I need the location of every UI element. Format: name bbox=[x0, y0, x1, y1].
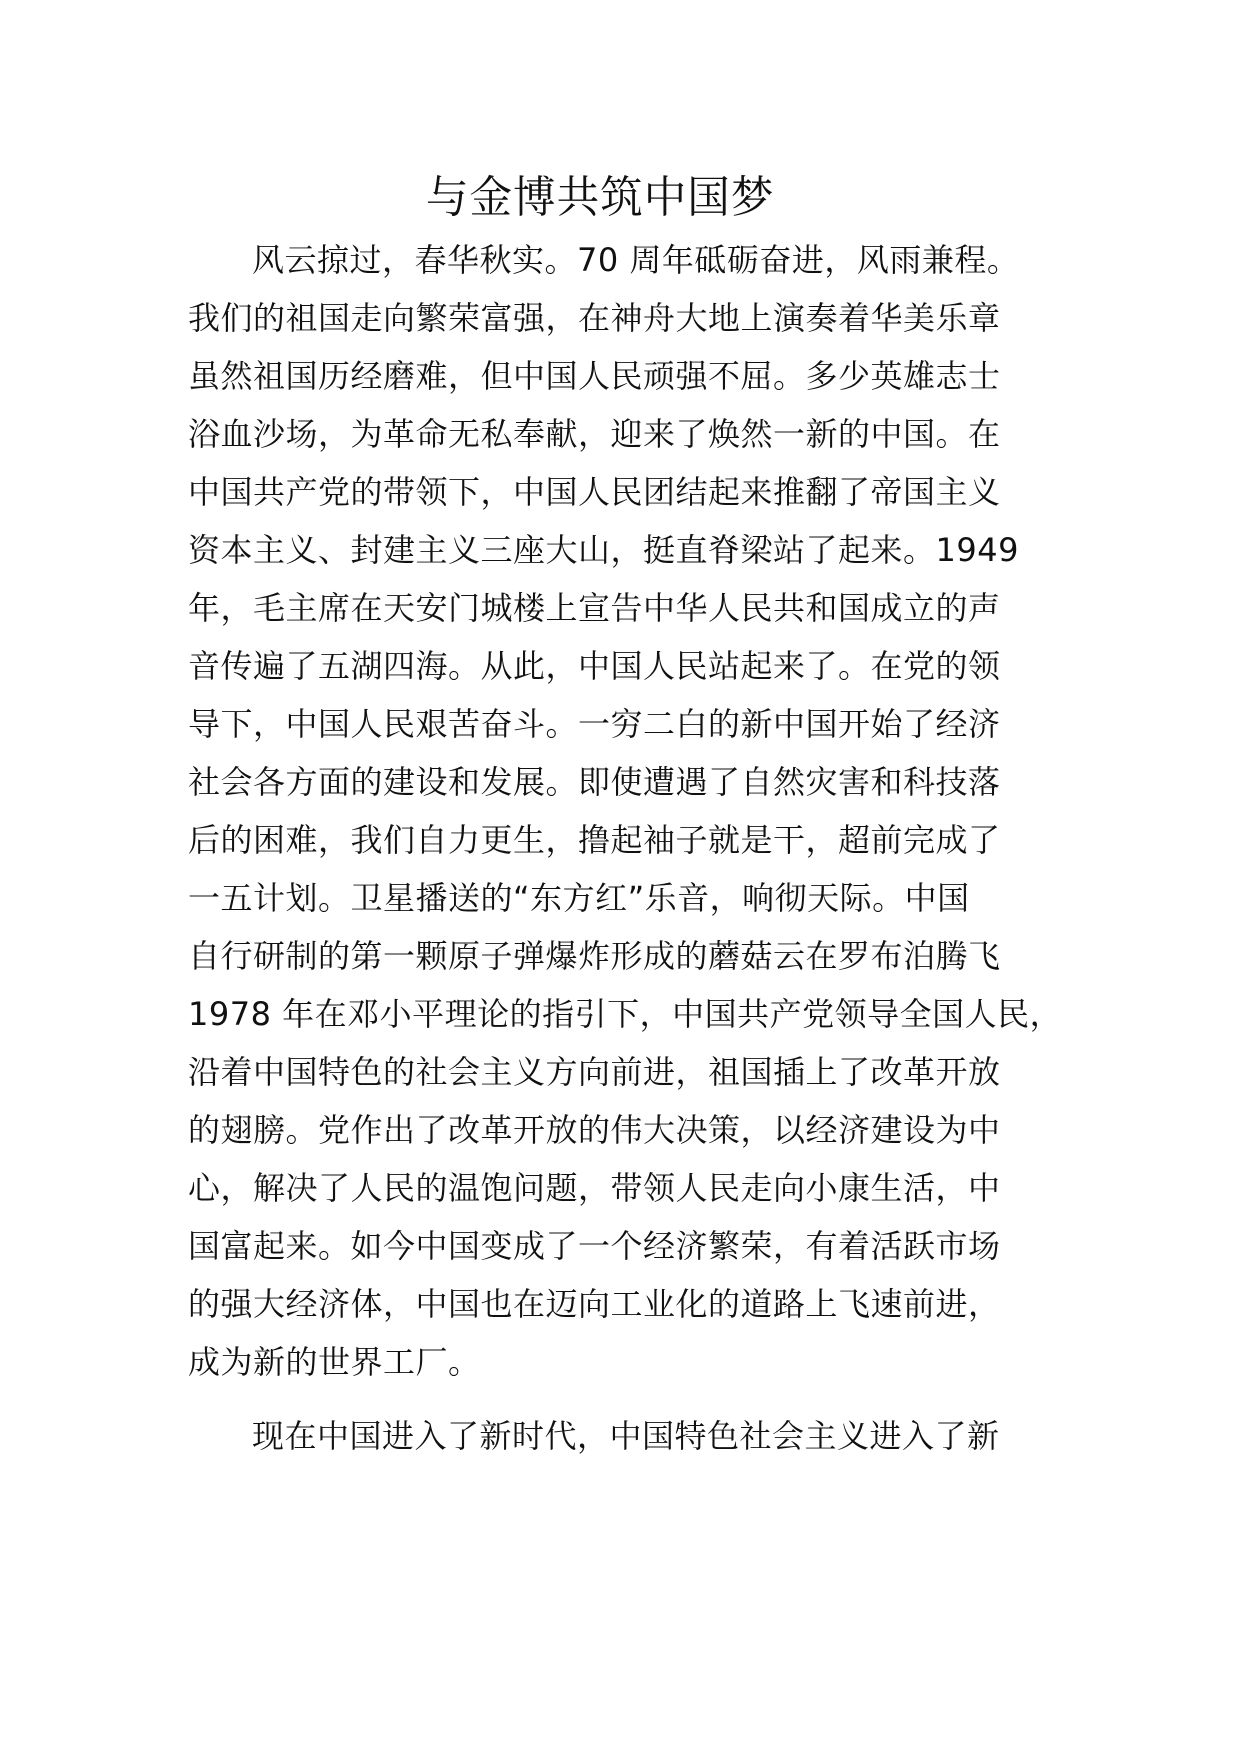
body-line-7: 年，毛主席在天安门城楼上宣告中华人民共和国成立的声 bbox=[188, 589, 1001, 627]
body-line-9: 导下，中国人民艰苦奋斗。一穷二白的新中国开始了经济 bbox=[188, 705, 1001, 743]
body-line-15: 沿着中国特色的社会主义方向前进，祖国插上了改革开放 bbox=[188, 1053, 1001, 1091]
document-title: 与金博共筑中国梦 bbox=[425, 172, 775, 223]
body-line-1: 风云掠过，春华秋实。70 周年砥砺奋进，风雨兼程。 bbox=[252, 241, 1020, 279]
body-line-13: 自行研制的第一颗原子弹爆炸形成的蘑菇云在罗布泊腾飞 bbox=[188, 937, 1001, 975]
body-line-20: 成为新的世界工厂。 bbox=[188, 1343, 481, 1381]
body-line-4: 浴血沙场，为革命无私奉献，迎来了焕然一新的中国。在 bbox=[188, 415, 1001, 453]
body-line-2: 我们的祖国走向繁荣富强，在神舟大地上演奏着华美乐章 bbox=[188, 299, 1001, 337]
body-line-12: 一五计划。卫星播送的“东方红”乐音，响彻天际。中国 bbox=[188, 879, 970, 917]
body-line-21: 现在中国进入了新时代，中国特色社会主义进入了新 bbox=[252, 1417, 1000, 1455]
body-line-10: 社会各方面的建设和发展。即使遭遇了自然灾害和科技落 bbox=[188, 763, 1001, 801]
body-line-11: 后的困难，我们自力更生，撸起袖子就是干，超前完成了 bbox=[188, 821, 1001, 859]
body-line-3: 虽然祖国历经磨难，但中国人民顽强不屈。多少英雄志士 bbox=[188, 357, 1001, 395]
body-line-16: 的翅膀。党作出了改革开放的伟大决策，以经济建设为中 bbox=[188, 1111, 1001, 1149]
body-line-5: 中国共产党的带领下，中国人民团结起来推翻了帝国主义 bbox=[188, 473, 1001, 511]
body-line-14: 1978 年在邓小平理论的指引下，中国共产党领导全国人民， bbox=[188, 995, 1063, 1033]
body-line-18: 国富起来。如今中国变成了一个经济繁荣，有着活跃市场 bbox=[188, 1227, 1001, 1265]
body-line-6: 资本主义、封建主义三座大山，挺直脊梁站了起来。1949 bbox=[188, 531, 1019, 569]
body-line-17: 心，解决了人民的温饱问题，带领人民走向小康生活，中 bbox=[188, 1169, 1001, 1207]
body-line-19: 的强大经济体，中国也在迈向工业化的道路上飞速前进， bbox=[188, 1285, 1001, 1323]
body-line-8: 音传遍了五湖四海。从此，中国人民站起来了。在党的领 bbox=[188, 647, 1001, 685]
